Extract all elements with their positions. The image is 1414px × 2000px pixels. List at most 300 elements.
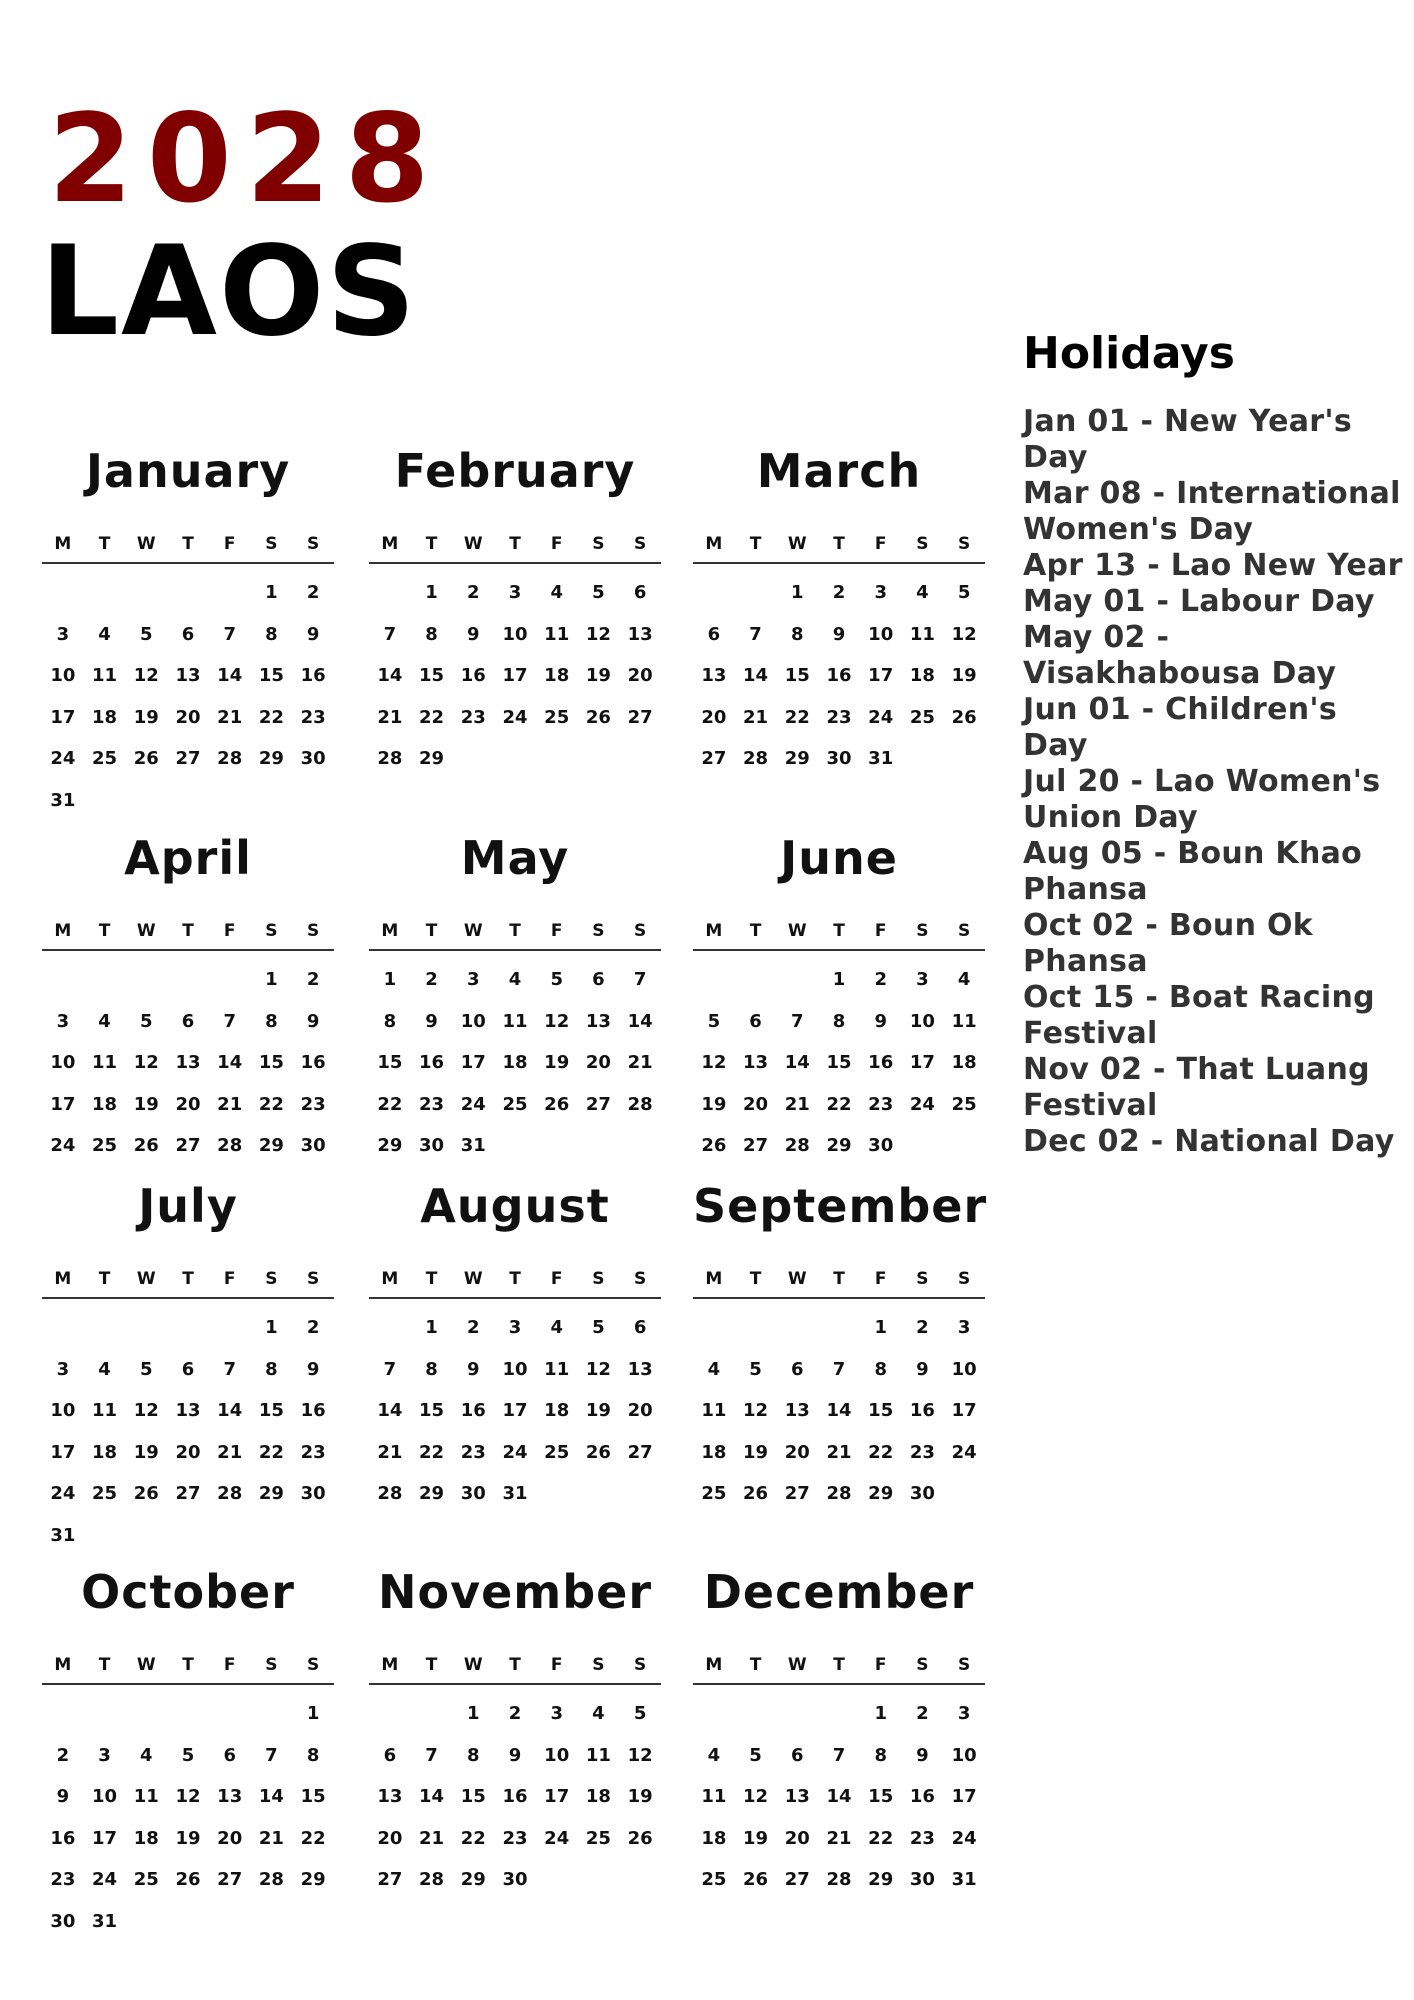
empty-cell: [84, 1693, 126, 1735]
day-cell: 11: [502, 1010, 528, 1032]
day-cell: 26: [951, 706, 977, 728]
day-cell: 31: [50, 789, 76, 811]
day-cell: 22: [784, 706, 810, 728]
empty-cell: [818, 1307, 860, 1349]
day-cell: 14: [217, 1400, 243, 1421]
weekday-header: [369, 1269, 661, 1299]
day-cell: 15: [868, 1786, 894, 1807]
day-cell: 3: [508, 582, 522, 603]
empty-cell: [776, 1307, 818, 1349]
day-cell: 26: [544, 1093, 570, 1115]
day-cell: 6: [749, 1010, 762, 1032]
day-cell: 18: [951, 1052, 977, 1073]
day-grid: [369, 1693, 661, 1901]
day-cell: 20: [175, 706, 201, 728]
month-november: [369, 1565, 661, 1901]
day-grid: [42, 1307, 334, 1556]
day-cell: 21: [743, 706, 769, 728]
weekday-label: M: [705, 921, 723, 941]
day-cell: 12: [585, 1358, 611, 1380]
day-cell: 15: [419, 1400, 445, 1421]
month-name: June: [780, 831, 898, 885]
day-cell: 17: [909, 1052, 935, 1073]
day-cell: 17: [544, 1786, 570, 1807]
day-cell: 30: [909, 1483, 935, 1504]
weekday-label: F: [223, 921, 236, 941]
day-cell: 20: [701, 706, 727, 728]
weekday-header: [693, 921, 985, 951]
day-cell: 11: [92, 1052, 118, 1073]
empty-cell: [42, 1307, 84, 1349]
day-cell: 3: [916, 969, 929, 990]
holiday-item: Oct 02 - Boun Ok Phansa: [1023, 908, 1314, 979]
day-cell: 10: [502, 623, 528, 645]
day-cell: 8: [383, 1010, 397, 1032]
day-cell: 28: [826, 1869, 852, 1890]
day-cell: 1: [425, 1317, 438, 1338]
day-cell: 4: [592, 1703, 605, 1724]
day-cell: 3: [508, 1317, 522, 1338]
day-cell: 15: [258, 1052, 284, 1073]
day-cell: 28: [377, 748, 403, 769]
day-cell: 18: [92, 706, 118, 728]
day-cell: 5: [550, 969, 563, 990]
empty-cell: [693, 1307, 735, 1349]
day-cell: 2: [467, 1317, 480, 1338]
weekday-label: T: [509, 1269, 521, 1289]
empty-cell: [735, 959, 777, 1001]
day-cell: 23: [300, 706, 326, 728]
day-cell: 19: [544, 1052, 570, 1073]
day-cell: 31: [951, 1869, 977, 1890]
day-cell: 13: [784, 1786, 810, 1807]
weekday-label: S: [307, 1269, 320, 1289]
day-cell: 19: [585, 665, 611, 686]
holiday-item: May 02 - Visakhabousa Day: [1023, 620, 1337, 691]
day-cell: 26: [133, 1483, 159, 1504]
weekday-label: T: [749, 1269, 762, 1289]
weekday-label: W: [136, 1269, 156, 1289]
day-cell: 2: [425, 969, 438, 990]
day-cell: 24: [460, 1093, 486, 1115]
day-cell: 4: [550, 582, 563, 603]
day-cell: 1: [874, 1703, 887, 1724]
day-cell: 29: [419, 748, 445, 769]
day-cell: 24: [951, 1441, 977, 1463]
weekday-header: [369, 534, 661, 564]
day-cell: 21: [377, 706, 403, 728]
day-cell: 3: [56, 1010, 70, 1032]
weekday-label: T: [98, 534, 111, 554]
weekday-label: M: [381, 534, 399, 554]
weekday-label: W: [787, 921, 807, 941]
month-name: October: [81, 1565, 295, 1619]
day-cell: 21: [419, 1827, 445, 1849]
day-cell: 12: [133, 1400, 159, 1421]
day-cell: 18: [92, 1441, 118, 1463]
empty-cell: [125, 1693, 167, 1735]
weekday-label: T: [833, 1655, 845, 1675]
weekday-header: [42, 921, 334, 951]
day-cell: 16: [300, 665, 326, 686]
weekday-label: T: [98, 921, 111, 941]
day-cell: 20: [784, 1827, 810, 1849]
day-cell: 27: [784, 1483, 810, 1504]
day-cell: 27: [175, 1483, 201, 1504]
month-january: [42, 444, 334, 821]
empty-cell: [735, 1307, 777, 1349]
day-cell: 27: [784, 1869, 810, 1890]
day-grid: [42, 572, 334, 821]
empty-cell: [125, 572, 167, 614]
day-cell: 4: [140, 1744, 153, 1766]
weekday-label: S: [958, 1269, 971, 1289]
day-cell: 24: [92, 1869, 118, 1890]
day-cell: 3: [56, 623, 70, 645]
day-cell: 24: [544, 1827, 570, 1849]
holidays-panel: [1023, 328, 1408, 1160]
weekday-label: T: [833, 534, 845, 554]
day-cell: 18: [585, 1786, 611, 1807]
day-cell: 13: [175, 1400, 201, 1421]
day-cell: 4: [957, 969, 971, 990]
day-cell: 6: [633, 582, 647, 603]
day-cell: 14: [217, 1052, 243, 1073]
holiday-item: Aug 05 - Boun Khao Phansa: [1023, 836, 1363, 907]
day-cell: 22: [300, 1827, 326, 1849]
month-june: [693, 831, 985, 1167]
weekday-label: T: [425, 534, 438, 554]
day-cell: 1: [383, 969, 397, 990]
day-cell: 14: [377, 665, 403, 686]
weekday-label: S: [916, 534, 929, 554]
weekday-label: T: [98, 1655, 111, 1675]
day-cell: 23: [868, 1093, 894, 1115]
weekday-label: T: [182, 921, 194, 941]
day-cell: 3: [56, 1358, 70, 1380]
day-cell: 9: [306, 1358, 320, 1380]
empty-cell: [369, 1307, 411, 1349]
holiday-item: Jul 20 - Lao Women's Union Day: [1023, 764, 1381, 835]
weekday-label: M: [705, 1269, 723, 1289]
empty-cell: [411, 1693, 453, 1735]
day-cell: 9: [306, 1010, 320, 1032]
day-cell: 30: [300, 748, 326, 769]
day-cell: 10: [544, 1744, 570, 1766]
day-cell: 25: [133, 1869, 159, 1890]
day-cell: 19: [133, 1093, 159, 1115]
day-cell: 30: [50, 1910, 76, 1932]
day-cell: 23: [300, 1441, 326, 1463]
day-cell: 27: [585, 1093, 611, 1115]
day-cell: 16: [460, 665, 486, 686]
day-cell: 8: [425, 623, 438, 645]
day-cell: 15: [300, 1786, 326, 1807]
day-cell: 11: [951, 1010, 977, 1032]
day-cell: 29: [258, 748, 284, 769]
day-cell: 4: [98, 1358, 111, 1380]
day-cell: 29: [300, 1869, 326, 1890]
day-cell: 6: [181, 623, 195, 645]
weekday-label: S: [634, 1655, 647, 1675]
day-cell: 23: [460, 1441, 486, 1463]
day-cell: 6: [223, 1744, 236, 1766]
day-cell: 5: [140, 1358, 153, 1380]
day-cell: 14: [826, 1786, 852, 1807]
weekday-header: [693, 1269, 985, 1299]
country-title: LAOS: [40, 220, 418, 364]
day-cell: 30: [419, 1135, 445, 1156]
day-cell: 26: [627, 1827, 653, 1849]
day-cell: 9: [508, 1744, 522, 1766]
day-cell: 5: [749, 1358, 762, 1380]
day-cell: 2: [874, 969, 887, 990]
day-cell: 23: [419, 1093, 445, 1115]
day-cell: 17: [502, 665, 528, 686]
day-cell: 15: [258, 665, 284, 686]
empty-cell: [209, 959, 251, 1001]
weekday-label: F: [550, 1269, 563, 1289]
day-cell: 29: [868, 1869, 894, 1890]
weekday-label: T: [98, 1269, 111, 1289]
day-cell: 3: [957, 1703, 971, 1724]
empty-cell: [209, 1693, 251, 1735]
day-grid: [42, 959, 334, 1167]
day-cell: 15: [784, 665, 810, 686]
day-cell: 27: [175, 748, 201, 769]
weekday-label: S: [307, 921, 320, 941]
day-cell: 13: [175, 1052, 201, 1073]
day-cell: 19: [585, 1400, 611, 1421]
day-cell: 23: [50, 1869, 76, 1890]
weekday-label: S: [958, 1655, 971, 1675]
empty-cell: [167, 959, 209, 1001]
weekday-label: M: [705, 534, 723, 554]
day-cell: 28: [258, 1869, 284, 1890]
weekday-label: M: [381, 1655, 399, 1675]
day-cell: 5: [749, 1744, 762, 1766]
weekday-label: W: [136, 1655, 156, 1675]
day-cell: 18: [701, 1827, 727, 1849]
day-cell: 8: [832, 1010, 846, 1032]
empty-cell: [369, 572, 411, 614]
day-cell: 31: [502, 1483, 528, 1504]
weekday-header: [693, 1655, 985, 1685]
weekday-label: M: [54, 534, 72, 554]
day-cell: 24: [502, 1441, 528, 1463]
day-cell: 17: [502, 1400, 528, 1421]
weekday-header: [369, 1655, 661, 1685]
day-cell: 20: [784, 1441, 810, 1463]
day-cell: 6: [707, 623, 721, 645]
day-cell: 28: [627, 1093, 653, 1115]
holidays-heading: Holidays: [1023, 328, 1235, 379]
weekday-label: T: [833, 921, 845, 941]
day-cell: 20: [175, 1093, 201, 1115]
day-cell: 5: [707, 1010, 721, 1032]
day-cell: 26: [175, 1869, 201, 1890]
day-cell: 31: [460, 1135, 486, 1156]
day-cell: 8: [467, 1744, 480, 1766]
weekday-label: T: [749, 1655, 762, 1675]
day-cell: 23: [826, 706, 852, 728]
day-cell: 8: [791, 623, 804, 645]
empty-cell: [125, 959, 167, 1001]
day-cell: 16: [300, 1400, 326, 1421]
day-cell: 10: [502, 1358, 528, 1380]
day-cell: 16: [909, 1786, 935, 1807]
weekday-label: W: [787, 1655, 807, 1675]
day-cell: 31: [50, 1524, 76, 1546]
weekday-label: S: [265, 1655, 278, 1675]
holiday-item: May 01 - Labour Day: [1023, 584, 1375, 619]
weekday-label: M: [54, 1655, 72, 1675]
day-cell: 18: [133, 1827, 159, 1849]
day-cell: 12: [627, 1744, 653, 1766]
month-october: [42, 1565, 334, 1942]
day-cell: 19: [743, 1827, 769, 1849]
day-cell: 10: [50, 1400, 76, 1421]
weekday-label: M: [54, 1269, 72, 1289]
weekday-label: W: [787, 534, 807, 554]
day-cell: 17: [868, 665, 894, 686]
day-cell: 27: [377, 1869, 403, 1890]
day-cell: 9: [56, 1786, 70, 1807]
day-cell: 13: [217, 1786, 243, 1807]
day-cell: 28: [743, 748, 769, 769]
day-cell: 25: [909, 706, 935, 728]
day-cell: 16: [826, 665, 852, 686]
holiday-item: Nov 02 - That Luang Festival: [1023, 1052, 1370, 1123]
day-cell: 21: [627, 1052, 653, 1073]
day-cell: 12: [133, 665, 159, 686]
day-cell: 20: [175, 1441, 201, 1463]
day-cell: 13: [175, 665, 201, 686]
day-cell: 15: [868, 1400, 894, 1421]
empty-cell: [84, 959, 126, 1001]
day-cell: 25: [544, 706, 570, 728]
day-cell: 18: [92, 1093, 118, 1115]
day-cell: 7: [223, 623, 236, 645]
day-cell: 21: [826, 1827, 852, 1849]
day-cell: 24: [909, 1093, 935, 1115]
day-cell: 20: [743, 1093, 769, 1115]
weekday-label: T: [509, 1655, 521, 1675]
weekday-label: S: [916, 1655, 929, 1675]
weekday-label: F: [223, 1655, 236, 1675]
day-cell: 7: [749, 623, 762, 645]
day-cell: 15: [460, 1786, 486, 1807]
weekday-label: T: [425, 1269, 438, 1289]
weekday-label: F: [550, 921, 563, 941]
day-cell: 23: [909, 1441, 935, 1463]
day-cell: 17: [50, 706, 76, 728]
day-cell: 14: [743, 665, 769, 686]
empty-cell: [42, 959, 84, 1001]
weekday-label: F: [223, 534, 236, 554]
weekday-label: W: [463, 1269, 483, 1289]
day-cell: 1: [874, 1317, 887, 1338]
day-cell: 4: [98, 623, 111, 645]
day-cell: 21: [784, 1093, 810, 1115]
day-cell: 7: [425, 1744, 438, 1766]
day-cell: 21: [217, 706, 243, 728]
day-cell: 28: [826, 1483, 852, 1504]
weekday-label: T: [182, 534, 194, 554]
day-cell: 18: [701, 1441, 727, 1463]
empty-cell: [693, 959, 735, 1001]
day-cell: 22: [419, 706, 445, 728]
day-cell: 6: [791, 1358, 804, 1380]
day-cell: 9: [425, 1010, 438, 1032]
day-cell: 22: [377, 1093, 403, 1115]
day-cell: 4: [707, 1744, 721, 1766]
weekday-label: W: [463, 921, 483, 941]
weekday-label: S: [592, 534, 605, 554]
day-cell: 22: [868, 1827, 894, 1849]
day-cell: 30: [300, 1135, 326, 1156]
day-cell: 13: [701, 665, 727, 686]
day-grid: [693, 959, 985, 1167]
day-cell: 11: [544, 623, 570, 645]
day-cell: 4: [707, 1358, 721, 1380]
month-name: May: [460, 831, 570, 885]
empty-cell: [251, 1693, 293, 1735]
day-cell: 12: [585, 623, 611, 645]
day-cell: 16: [909, 1400, 935, 1421]
day-cell: 10: [951, 1358, 977, 1380]
year-title: 2028: [48, 88, 444, 230]
day-cell: 21: [258, 1827, 284, 1849]
day-cell: 2: [916, 1317, 929, 1338]
weekday-label: F: [550, 534, 563, 554]
empty-cell: [818, 1693, 860, 1735]
day-cell: 11: [909, 623, 935, 645]
day-cell: 21: [217, 1093, 243, 1115]
day-cell: 7: [223, 1010, 236, 1032]
day-cell: 7: [265, 1744, 278, 1766]
day-cell: 7: [383, 623, 397, 645]
weekday-label: F: [223, 1269, 236, 1289]
day-cell: 27: [701, 748, 727, 769]
day-cell: 1: [265, 582, 278, 603]
month-name: November: [377, 1565, 653, 1619]
day-cell: 21: [217, 1441, 243, 1463]
day-grid: [693, 572, 985, 780]
empty-cell: [735, 1693, 777, 1735]
day-cell: 20: [627, 1400, 653, 1421]
day-cell: 14: [826, 1400, 852, 1421]
day-cell: 9: [874, 1010, 887, 1032]
day-cell: 28: [217, 1135, 243, 1156]
day-cell: 2: [832, 582, 846, 603]
day-cell: 3: [98, 1744, 111, 1766]
weekday-label: W: [787, 1269, 807, 1289]
day-cell: 27: [627, 1441, 653, 1463]
day-cell: 20: [627, 665, 653, 686]
weekday-label: S: [592, 1655, 605, 1675]
weekday-label: M: [381, 921, 399, 941]
day-grid: [369, 572, 661, 780]
day-cell: 8: [425, 1358, 438, 1380]
day-cell: 9: [467, 1358, 480, 1380]
weekday-label: F: [874, 921, 887, 941]
day-cell: 28: [217, 1483, 243, 1504]
day-grid: [693, 1307, 985, 1515]
day-cell: 25: [951, 1093, 977, 1115]
weekday-label: F: [874, 534, 887, 554]
day-cell: 2: [508, 1703, 522, 1724]
